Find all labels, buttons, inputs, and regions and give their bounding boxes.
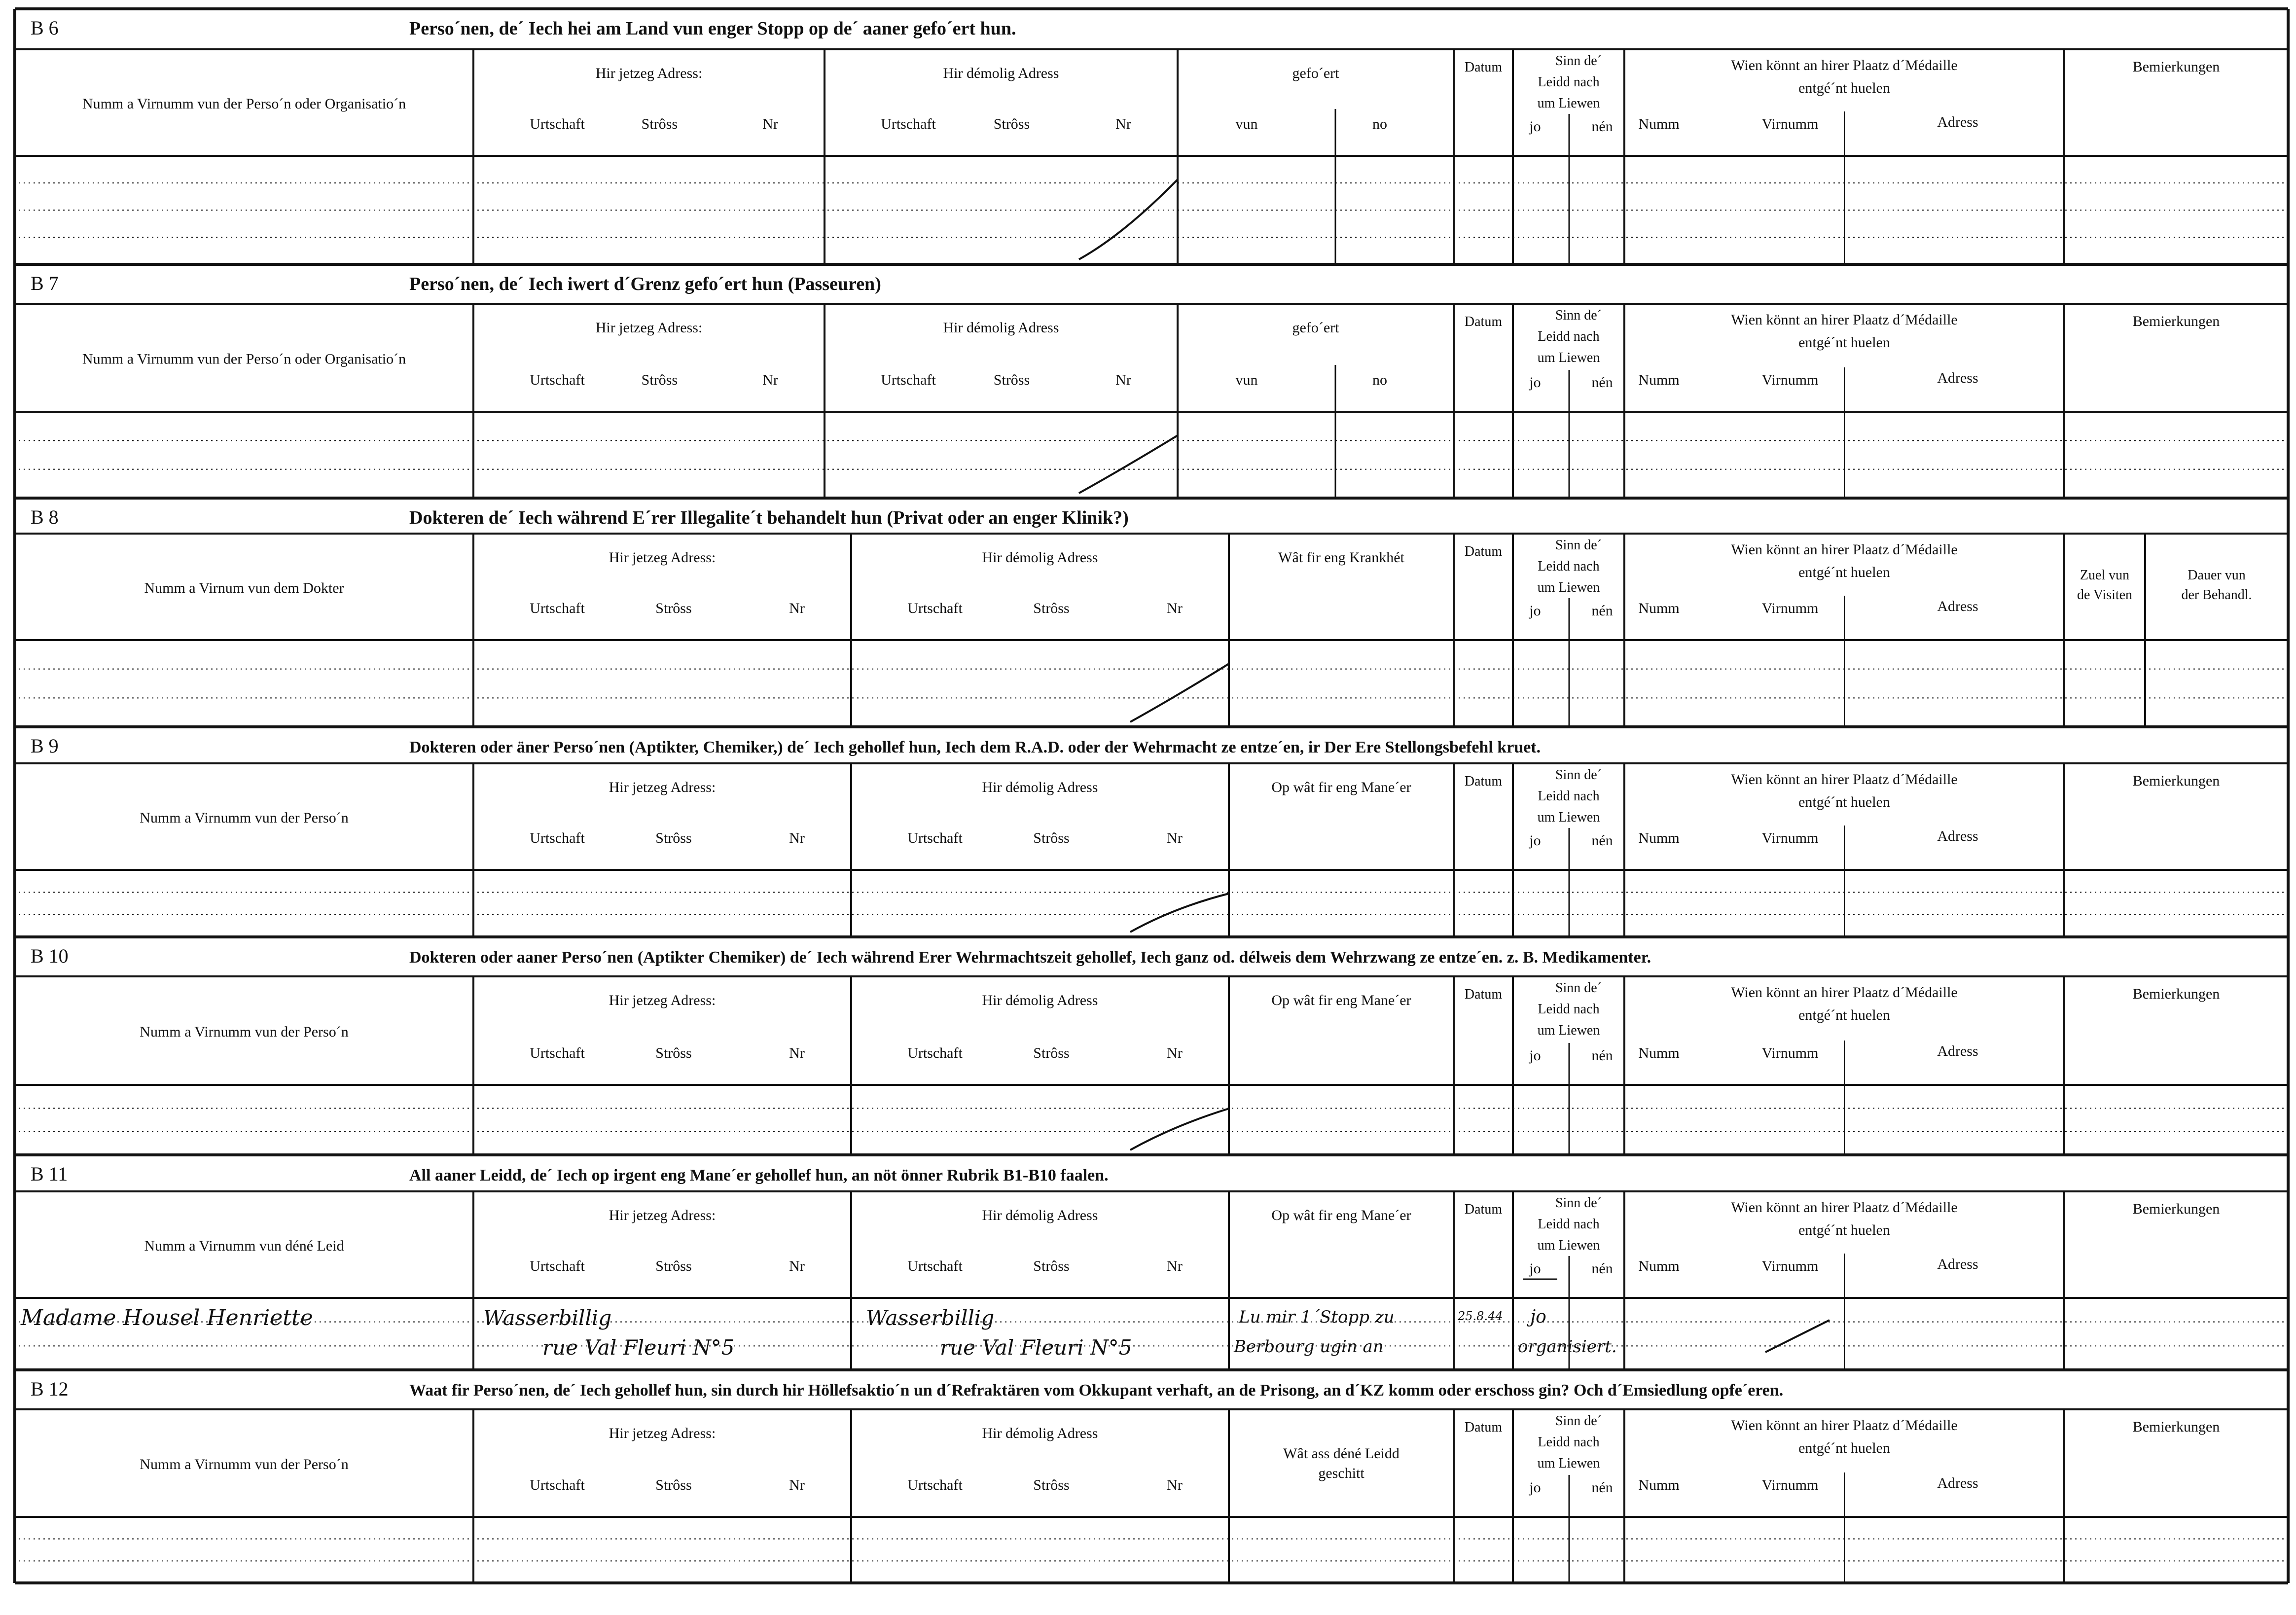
alive-header: um Liewen	[1537, 1456, 1600, 1471]
from-subheader: vun	[1235, 372, 1258, 388]
street-subheader: Strôss	[1033, 1477, 1070, 1493]
section-code: B 12	[31, 1378, 69, 1400]
section-title: Waat fir Perso´nen, de´ Iech gehollef hun, sin durch hir Höllefsaktio´n un d´Refraktären vom Okkupant verhaft, an de Prisong, an d´KZ komm oder erschoss gin? Och d´Emsiedlung opfe´eren.	[409, 1381, 1784, 1400]
visits-header: Zuel vun	[2080, 568, 2130, 583]
current-address-header: Hir jetzeg Adress:	[609, 1207, 716, 1223]
town-subheader: Urtschaft	[881, 372, 936, 388]
number-subheader: Nr	[1115, 372, 1131, 388]
former-address-header: Hir démolig Adress	[943, 65, 1059, 81]
name-column-header: Numm a Virnumm vun der Perso´n	[140, 810, 349, 826]
section-title: Dokteren de´ Iech während E´rer Illegalite´t behandelt hun (Privat oder an enger Klinik?)	[409, 507, 1129, 528]
name-column-header: Numm a Virnumm vun der Perso´n	[140, 1456, 349, 1472]
date-header: Datum	[1464, 314, 1503, 329]
yes-subheader: jo	[1529, 603, 1541, 619]
date-header: Datum	[1464, 544, 1503, 559]
name-column-header: Numm a Virnumm vun der Perso´n oder Organisatio´n	[82, 96, 406, 112]
name-column-header: Numm a Virnum vun dem Dokter	[144, 580, 344, 596]
section-title: Dokteren oder äner Perso´nen (Aptikter, Chemiker,) de´ Iech gehollef hun, Iech dem R.A.D. oder der Wehrmacht ze entze´en, ir Der Ere Stellongsbefehl kruet.	[409, 738, 1541, 756]
special-column-header: Op wât fir eng Mane´er	[1271, 1207, 1411, 1223]
yes-subheader: jo	[1529, 374, 1541, 391]
number-subheader: Nr	[762, 372, 778, 388]
medal-address-subheader: Adress	[1937, 1475, 1978, 1491]
no-subheader: nén	[1591, 374, 1613, 391]
from-subheader: vun	[1235, 116, 1258, 132]
number-subheader: Nr	[789, 830, 805, 846]
medal-name-subheader: Numm	[1638, 1045, 1680, 1061]
alive-header: Leidd nach	[1538, 74, 1600, 90]
handwritten-organised: organisiert.	[1518, 1337, 1617, 1357]
no-subheader: nén	[1591, 1047, 1613, 1064]
yes-subheader: jo	[1529, 1479, 1541, 1496]
handwritten-current-town: Wasserbillig	[483, 1306, 612, 1330]
medal-address-subheader: Adress	[1937, 370, 1978, 386]
medal-header: Wien könnt an hirer Plaatz d´Médaille	[1731, 57, 1958, 73]
former-address-header: Hir démolig Adress	[982, 1425, 1098, 1441]
alive-header: Sinn de´	[1555, 1413, 1602, 1429]
handwritten-former-town: Wasserbillig	[866, 1306, 995, 1330]
medal-name-subheader: Numm	[1638, 372, 1680, 388]
number-subheader: Nr	[1167, 1045, 1183, 1061]
town-subheader: Urtschaft	[530, 600, 585, 616]
number-subheader: Nr	[789, 1045, 805, 1061]
section-code: B 7	[31, 272, 59, 294]
date-header: Datum	[1464, 1420, 1503, 1435]
remarks-header: Bemierkungen	[2132, 1201, 2220, 1217]
medal-header: entgé´nt huelen	[1798, 564, 1890, 580]
town-subheader: Urtschaft	[881, 116, 936, 132]
medal-header: entgé´nt huelen	[1798, 1222, 1890, 1238]
section-title: Dokteren oder aaner Perso´nen (Aptikter Chemiker) de´ Iech während Erer Wehrmachtszeit gehollef, Iech ganz od. délweis dem Wehrzwang ze entze´en. z. B. Medikamenter.	[409, 948, 1651, 967]
name-column-header: Numm a Virnumm vun déné Leid	[144, 1238, 344, 1254]
medal-header: Wien könnt an hirer Plaatz d´Médaille	[1731, 541, 1958, 558]
alive-header: Leidd nach	[1538, 789, 1600, 804]
section-title: All aaner Leidd, de´ Iech op irgent eng Mane´er gehollef hun, an nöt önner Rubrik B1-B10 faalen.	[409, 1166, 1109, 1184]
medal-address-subheader: Adress	[1937, 828, 1978, 844]
alive-header: Sinn de´	[1555, 980, 1602, 996]
alive-header: Leidd nach	[1538, 329, 1600, 344]
name-column-header: Numm a Virnumm vun der Perso´n oder Organisatio´n	[82, 351, 406, 367]
to-subheader: no	[1372, 116, 1387, 132]
medal-firstname-subheader: Virnumm	[1761, 1045, 1819, 1061]
medal-firstname-subheader: Virnumm	[1761, 1258, 1819, 1274]
special-column-header: gefo´ert	[1292, 65, 1339, 81]
alive-header: um Liewen	[1537, 1023, 1600, 1038]
medal-name-subheader: Numm	[1638, 1477, 1680, 1493]
handwritten-manner: Lu mir 1´Stopp zu	[1239, 1307, 1395, 1327]
number-subheader: Nr	[762, 116, 778, 132]
number-subheader: Nr	[1115, 116, 1131, 132]
handwritten-current-street: rue Val Fleuri N°5	[542, 1335, 735, 1360]
alive-header: um Liewen	[1537, 580, 1600, 595]
special-column-header: Wât ass déné Leidd	[1283, 1445, 1399, 1462]
town-subheader: Urtschaft	[907, 1477, 963, 1493]
former-address-header: Hir démolig Adress	[982, 549, 1098, 566]
handwritten-yes: jo	[1530, 1307, 1546, 1327]
special-column-header: Op wât fir eng Mane´er	[1271, 779, 1411, 795]
medal-header: Wien könnt an hirer Plaatz d´Médaille	[1731, 984, 1958, 1001]
cancel-stroke	[1765, 1320, 1830, 1352]
medal-header: entgé´nt huelen	[1798, 794, 1890, 810]
special-column-header: Wât fir eng Krankhét	[1278, 549, 1404, 566]
medal-address-subheader: Adress	[1937, 1043, 1978, 1059]
yes-subheader: jo	[1529, 1260, 1541, 1277]
yes-subheader: jo	[1529, 118, 1541, 135]
number-subheader: Nr	[789, 600, 805, 616]
medal-firstname-subheader: Virnumm	[1761, 830, 1819, 846]
former-address-header: Hir démolig Adress	[982, 992, 1098, 1008]
medal-header: Wien könnt an hirer Plaatz d´Médaille	[1731, 771, 1958, 788]
no-subheader: nén	[1591, 603, 1613, 619]
medal-firstname-subheader: Virnumm	[1761, 372, 1819, 388]
street-subheader: Strôss	[1033, 1045, 1070, 1061]
cancel-stroke	[1130, 1109, 1229, 1150]
medal-address-subheader: Adress	[1937, 598, 1978, 614]
street-subheader: Strôss	[993, 116, 1030, 132]
handwritten-name: Madame Housel Henriette	[21, 1305, 313, 1330]
medal-address-subheader: Adress	[1937, 114, 1978, 130]
remarks-header: Bemierkungen	[2132, 59, 2220, 75]
date-header: Datum	[1464, 60, 1503, 75]
street-subheader: Strôss	[655, 1258, 692, 1274]
visits-header: de Visiten	[2077, 587, 2133, 603]
former-address-header: Hir démolig Adress	[982, 779, 1098, 795]
current-address-header: Hir jetzeg Adress:	[609, 992, 716, 1008]
current-address-header: Hir jetzeg Adress:	[609, 1425, 716, 1441]
duration-header: der Behandl.	[2181, 587, 2252, 603]
medal-header: Wien könnt an hirer Plaatz d´Médaille	[1731, 1417, 1958, 1434]
alive-header: Sinn de´	[1555, 308, 1602, 323]
town-subheader: Urtschaft	[907, 600, 963, 616]
alive-header: Leidd nach	[1538, 1217, 1600, 1232]
medal-header: Wien könnt an hirer Plaatz d´Médaille	[1731, 1199, 1958, 1216]
number-subheader: Nr	[1167, 830, 1183, 846]
date-header: Datum	[1464, 1202, 1503, 1217]
street-subheader: Strôss	[1033, 830, 1070, 846]
medal-firstname-subheader: Virnumm	[1761, 1477, 1819, 1493]
alive-header: Leidd nach	[1538, 1002, 1600, 1017]
alive-header: Sinn de´	[1555, 1195, 1602, 1211]
alive-header: Leidd nach	[1538, 1435, 1600, 1450]
current-address-header: Hir jetzeg Adress:	[595, 65, 703, 81]
name-column-header: Numm a Virnumm vun der Perso´n	[140, 1024, 349, 1040]
alive-header: Sinn de´	[1555, 53, 1602, 69]
special-column-header: Op wât fir eng Mane´er	[1271, 992, 1411, 1008]
section-title: Perso´nen, de´ Iech iwert d´Grenz gefo´ert hun (Passeuren)	[409, 274, 881, 294]
street-subheader: Strôss	[655, 830, 692, 846]
special-column-header: gefo´ert	[1292, 320, 1339, 336]
alive-header: um Liewen	[1537, 96, 1600, 111]
medal-name-subheader: Numm	[1638, 600, 1680, 616]
date-header: Datum	[1464, 987, 1503, 1002]
street-subheader: Strôss	[1033, 1258, 1070, 1274]
alive-header: um Liewen	[1537, 350, 1600, 365]
number-subheader: Nr	[1167, 1477, 1183, 1493]
no-subheader: nén	[1591, 832, 1613, 849]
cancel-stroke	[1079, 435, 1178, 493]
town-subheader: Urtschaft	[907, 1045, 963, 1061]
remarks-header: Bemierkungen	[2132, 313, 2220, 329]
duration-header: Dauer vun	[2188, 568, 2246, 583]
remarks-header: Bemierkungen	[2132, 986, 2220, 1002]
street-subheader: Strôss	[1033, 600, 1070, 616]
medal-firstname-subheader: Virnumm	[1761, 116, 1819, 132]
town-subheader: Urtschaft	[530, 116, 585, 132]
no-subheader: nén	[1591, 1260, 1613, 1277]
current-address-header: Hir jetzeg Adress:	[609, 549, 716, 566]
medal-name-subheader: Numm	[1638, 830, 1680, 846]
medal-header: entgé´nt huelen	[1798, 80, 1890, 96]
town-subheader: Urtschaft	[530, 830, 585, 846]
section-code: B 10	[31, 945, 69, 967]
town-subheader: Urtschaft	[907, 830, 963, 846]
medal-firstname-subheader: Virnumm	[1761, 600, 1819, 616]
number-subheader: Nr	[789, 1258, 805, 1274]
street-subheader: Strôss	[641, 372, 678, 388]
medal-name-subheader: Numm	[1638, 1258, 1680, 1274]
town-subheader: Urtschaft	[530, 1477, 585, 1493]
no-subheader: nén	[1591, 1479, 1613, 1496]
medal-header: entgé´nt huelen	[1798, 334, 1890, 351]
street-subheader: Strôss	[993, 372, 1030, 388]
section-title: Perso´nen, de´ Iech hei am Land vun enger Stopp op de´ aaner gefo´ert hun.	[409, 18, 1016, 39]
handwritten-date: 25.8.44	[1458, 1309, 1503, 1323]
section-code: B 9	[31, 735, 59, 757]
town-subheader: Urtschaft	[530, 1045, 585, 1061]
street-subheader: Strôss	[655, 600, 692, 616]
cancel-stroke	[1130, 894, 1229, 932]
town-subheader: Urtschaft	[907, 1258, 963, 1274]
alive-header: Sinn de´	[1555, 767, 1602, 783]
number-subheader: Nr	[1167, 1258, 1183, 1274]
alive-header: Leidd nach	[1538, 559, 1600, 574]
street-subheader: Strôss	[655, 1477, 692, 1493]
section-code: B 11	[31, 1163, 68, 1185]
remarks-header: Bemierkungen	[2132, 1419, 2220, 1435]
date-header: Datum	[1464, 774, 1503, 789]
former-address-header: Hir démolig Adress	[943, 320, 1059, 336]
cancel-stroke	[1079, 179, 1178, 259]
alive-header: um Liewen	[1537, 1238, 1600, 1253]
number-subheader: Nr	[789, 1477, 805, 1493]
medal-header: entgé´nt huelen	[1798, 1007, 1890, 1023]
no-subheader: nén	[1591, 118, 1613, 135]
current-address-header: Hir jetzeg Adress:	[609, 779, 716, 795]
cancel-stroke	[1130, 664, 1229, 722]
section-code: B 6	[31, 17, 59, 39]
yes-subheader: jo	[1529, 832, 1541, 849]
medal-address-subheader: Adress	[1937, 1256, 1978, 1272]
alive-header: um Liewen	[1537, 810, 1600, 825]
number-subheader: Nr	[1167, 600, 1183, 616]
former-address-header: Hir démolig Adress	[982, 1207, 1098, 1223]
town-subheader: Urtschaft	[530, 1258, 585, 1274]
current-address-header: Hir jetzeg Adress:	[595, 320, 703, 336]
handwritten-former-street: rue Val Fleuri N°5	[940, 1335, 1132, 1360]
yes-subheader: jo	[1529, 1047, 1541, 1064]
town-subheader: Urtschaft	[530, 372, 585, 388]
medal-header: Wien könnt an hirer Plaatz d´Médaille	[1731, 312, 1958, 328]
section-code: B 8	[31, 506, 59, 528]
medal-header: entgé´nt huelen	[1798, 1440, 1890, 1456]
street-subheader: Strôss	[641, 116, 678, 132]
medal-name-subheader: Numm	[1638, 116, 1680, 132]
special-column-header: geschitt	[1318, 1465, 1364, 1481]
to-subheader: no	[1372, 372, 1387, 388]
street-subheader: Strôss	[655, 1045, 692, 1061]
handwritten-manner: Berbourg ugin an	[1234, 1337, 1384, 1357]
remarks-header: Bemierkungen	[2132, 773, 2220, 789]
alive-header: Sinn de´	[1555, 538, 1602, 553]
